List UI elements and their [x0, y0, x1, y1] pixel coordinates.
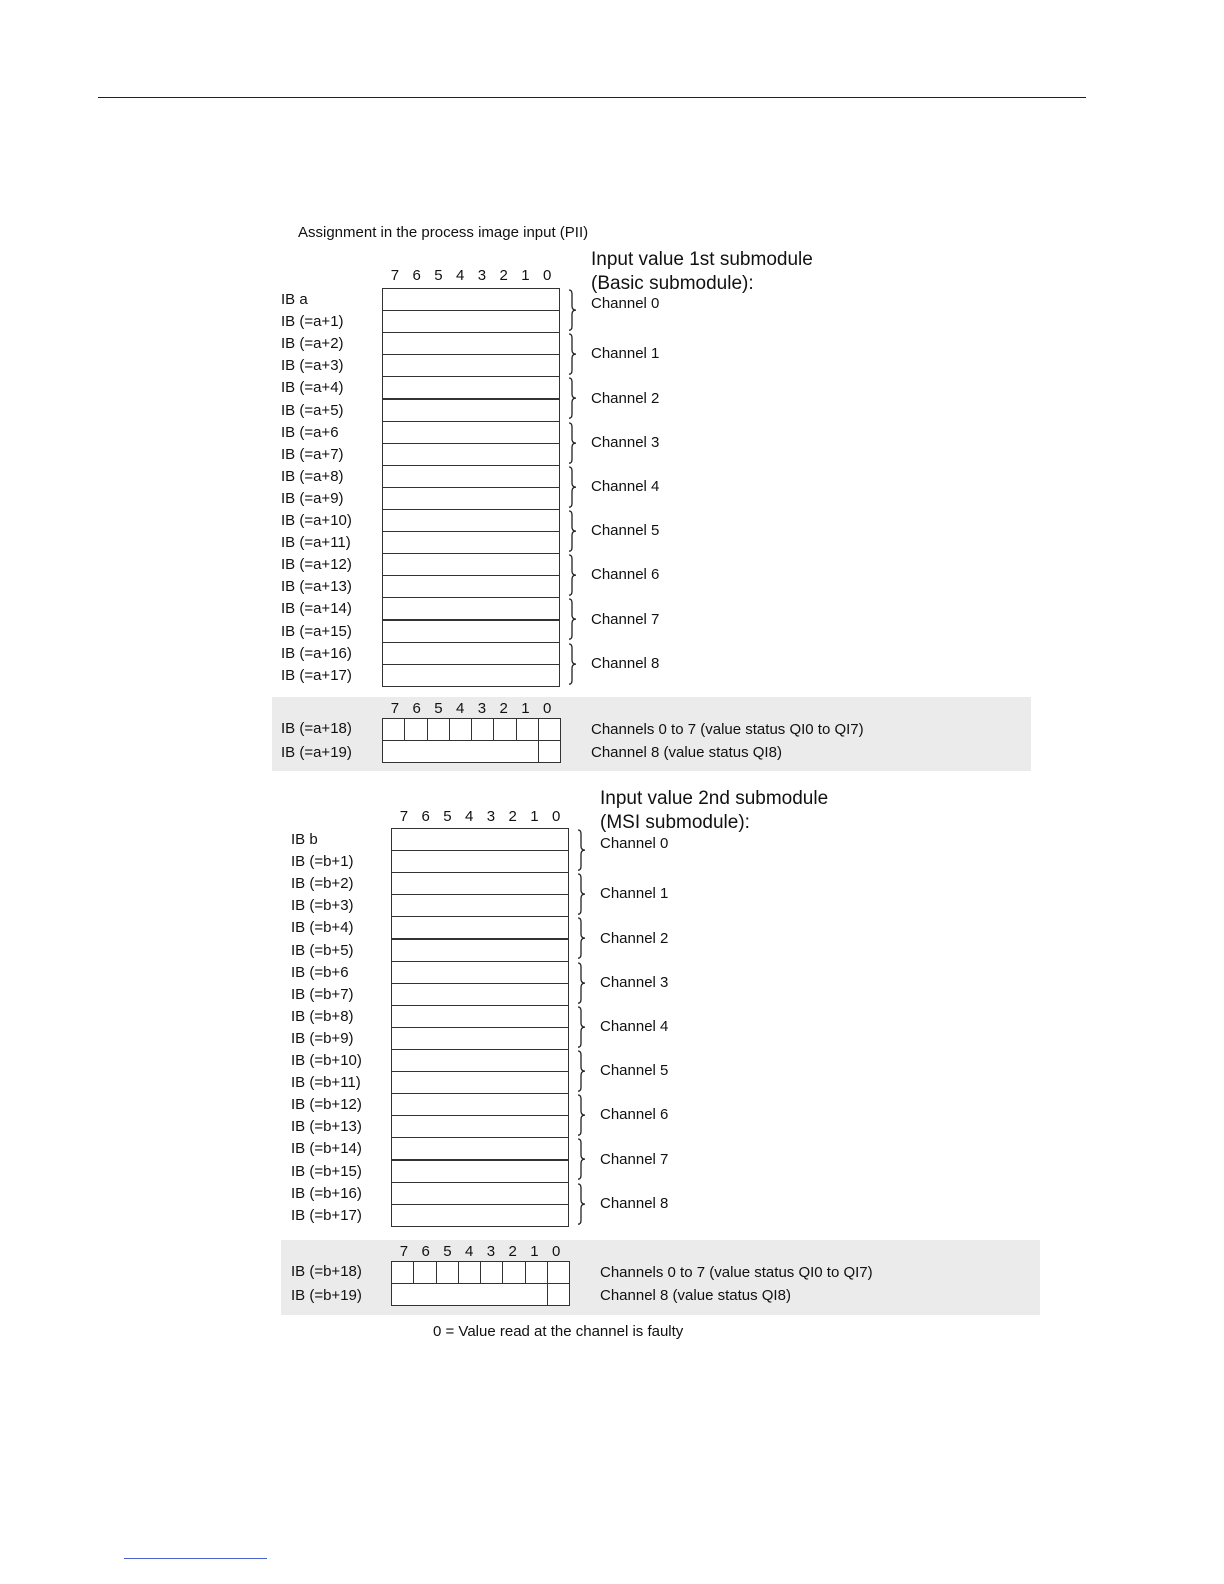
submodule2-status-bit-label: 0 — [551, 1243, 561, 1260]
submodule1-status-bit-cell — [471, 718, 494, 741]
submodule1-byte-box — [382, 531, 560, 554]
submodule2-status-bit-label: 2 — [508, 1243, 517, 1260]
submodule2-channel-label: Channel 5 — [600, 1062, 669, 1080]
submodule2-status-bit-label: 6 — [421, 1243, 430, 1260]
submodule1-row-label: IB (=a+6 — [281, 423, 339, 441]
submodule1-status-desc: Channel 8 (value status QI8) — [591, 744, 782, 761]
submodule2-byte-box — [391, 1027, 569, 1050]
submodule2-bit-label: 3 — [486, 808, 496, 825]
submodule2-byte-box — [391, 1071, 569, 1094]
submodule1-byte-box — [382, 465, 560, 488]
submodule1-channel-brace — [568, 553, 580, 597]
submodule1-status-bit-cell — [449, 718, 472, 741]
submodule2-status-row-label: IB (=b+18) — [291, 1263, 362, 1280]
submodule2-channel-label: Channel 6 — [600, 1106, 669, 1124]
submodule2-row-label: IB (=b+17) — [291, 1206, 362, 1224]
submodule2-status-bit-cell — [502, 1261, 525, 1284]
submodule1-row-label: IB (=a+12) — [281, 556, 352, 574]
submodule2-byte-box — [391, 850, 569, 873]
submodule2-row-label: IB (=b+1) — [291, 853, 354, 871]
submodule1-byte-box — [382, 575, 560, 598]
submodule1-byte-box — [382, 642, 560, 665]
submodule2-row-label: IB (=b+16) — [291, 1184, 362, 1202]
submodule1-status-row-label: IB (=a+18) — [281, 720, 352, 737]
submodule2-row-label: IB (=b+10) — [291, 1052, 362, 1069]
submodule2-channel-brace — [577, 1182, 589, 1226]
submodule1-row-label: IB (=a+7) — [281, 445, 344, 463]
submodule1-bit-label: 4 — [455, 267, 465, 284]
submodule1-status-bit-cell — [404, 718, 427, 741]
submodule1-row-label: IB (=a+16) — [281, 644, 352, 662]
submodule2-bit-label: 5 — [443, 808, 452, 825]
submodule2-channel-label: Channel 8 — [600, 1194, 669, 1212]
submodule2-bit-label: 1 — [530, 808, 539, 825]
submodule2-byte-box — [391, 939, 569, 962]
submodule2-byte-box — [391, 1005, 569, 1028]
header-rule — [98, 97, 1086, 98]
submodule1-row-label: IB a — [281, 291, 308, 308]
submodule1-channel-label: Channel 1 — [591, 345, 660, 363]
submodule1-bit-label: 7 — [390, 267, 400, 284]
submodule2-channel-brace — [577, 916, 589, 960]
submodule1-row-label: IB (=a+15) — [281, 622, 352, 640]
submodule1-row-label: IB (=a+17) — [281, 666, 352, 684]
submodule2-status-bit-cell — [547, 1261, 570, 1284]
submodule2-row-label: IB (=b+4) — [291, 919, 354, 937]
submodule1-status-bit-label: 1 — [521, 700, 530, 717]
submodule1-row-label: IB (=a+8) — [281, 467, 344, 485]
submodule1-channel-brace — [568, 332, 580, 376]
submodule2-bit-label: 7 — [399, 808, 409, 825]
submodule2-status-bit-cell — [391, 1261, 414, 1284]
submodule1-row-label: IB (=a+3) — [281, 357, 344, 375]
submodule2-channel-label: Channel 7 — [600, 1150, 669, 1168]
submodule1-byte-box — [382, 332, 560, 355]
submodule1-bit-label: 6 — [412, 267, 421, 284]
submodule2-bit-label: 4 — [464, 808, 474, 825]
submodule2-status-row-label: IB (=b+19) — [291, 1287, 362, 1304]
submodule1-status-bit-header — [384, 701, 558, 716]
submodule2-status-bit-cell — [436, 1261, 459, 1284]
footnote: 0 = Value read at the channel is faulty — [433, 1323, 684, 1340]
submodule1-row-label: IB (=a+14) — [281, 600, 352, 618]
submodule-1-subtitle: (Basic submodule): — [591, 273, 754, 294]
submodule2-status-bit-label: 3 — [486, 1243, 496, 1260]
submodule1-bit-header — [384, 268, 558, 283]
submodule1-byte-box — [382, 553, 560, 576]
submodule2-row-label: IB (=b+11) — [291, 1074, 361, 1092]
submodule1-row-label: IB (=a+11) — [281, 534, 351, 552]
submodule1-row-label: IB (=a+10) — [281, 512, 352, 529]
submodule2-bit-header — [393, 809, 567, 824]
submodule2-byte-box — [391, 1137, 569, 1160]
submodule1-status-bit-label: 2 — [499, 700, 508, 717]
submodule2-channel-brace — [577, 828, 589, 872]
submodule2-row-label: IB (=b+7) — [291, 985, 354, 1003]
submodule2-status-bit-cell — [547, 1283, 570, 1306]
submodule2-status-bit-cell — [458, 1261, 481, 1284]
submodule1-row-label: IB (=a+4) — [281, 379, 344, 397]
submodule1-byte-box — [382, 443, 560, 466]
submodule2-channel-brace — [577, 872, 589, 916]
submodule1-status-bit-cell — [493, 718, 516, 741]
submodule2-byte-box — [391, 1160, 569, 1183]
submodule2-channel-brace — [577, 1137, 589, 1181]
submodule1-row-label: IB (=a+2) — [281, 335, 344, 353]
submodule2-byte-box — [391, 872, 569, 895]
submodule1-byte-box — [382, 620, 560, 643]
submodule2-byte-box — [391, 916, 569, 939]
submodule2-byte-box — [391, 1115, 569, 1138]
submodule1-byte-box — [382, 664, 560, 687]
submodule2-row-label: IB (=b+2) — [291, 875, 354, 893]
submodule2-channel-brace — [577, 1049, 589, 1093]
submodule2-status-bit-cell — [525, 1261, 548, 1284]
submodule1-channel-brace — [568, 465, 580, 509]
submodule2-channel-label: Channel 4 — [600, 1017, 669, 1035]
submodule2-channel-label: Channel 2 — [600, 929, 669, 947]
submodule2-bit-label: 2 — [508, 808, 517, 825]
submodule2-row-label: IB (=b+13) — [291, 1118, 362, 1136]
submodule2-row-label: IB (=b+12) — [291, 1096, 362, 1114]
submodule2-row-label: IB (=b+6 — [291, 963, 349, 981]
submodule2-byte-box — [391, 894, 569, 917]
submodule1-channel-brace — [568, 597, 580, 641]
submodule1-row-label: IB (=a+1) — [281, 313, 344, 331]
submodule1-byte-box — [382, 399, 560, 422]
submodule2-byte-box — [391, 828, 569, 851]
submodule2-channel-brace — [577, 1005, 589, 1049]
submodule1-row-label: IB (=a+5) — [281, 401, 344, 419]
submodule2-bit-label: 0 — [551, 808, 561, 825]
submodule1-byte-box — [382, 487, 560, 510]
submodule1-bit-label: 1 — [521, 267, 530, 284]
submodule1-channel-label: Channel 8 — [591, 654, 660, 672]
submodule2-byte-box — [391, 1182, 569, 1205]
submodule1-status-bit-cell — [538, 740, 561, 763]
submodule2-status-bit-cell — [480, 1261, 503, 1284]
submodule1-channel-brace — [568, 509, 580, 553]
submodule1-channel-brace — [568, 642, 580, 686]
submodule1-byte-box — [382, 376, 560, 399]
submodule1-channel-label: Channel 5 — [591, 522, 660, 540]
submodule1-channel-brace — [568, 376, 580, 420]
submodule1-channel-brace — [568, 421, 580, 465]
submodule2-byte-box — [391, 1049, 569, 1072]
submodule1-bit-label: 0 — [542, 267, 552, 284]
submodule1-channel-brace — [568, 288, 580, 332]
submodule2-status-desc: Channel 8 (value status QI8) — [600, 1287, 791, 1304]
submodule2-status-bit-cell — [413, 1261, 436, 1284]
submodule-2-subtitle: (MSI submodule): — [600, 812, 750, 833]
submodule1-byte-box — [382, 310, 560, 333]
submodule1-byte-box — [382, 421, 560, 444]
submodule1-status-bit-cell — [382, 718, 405, 741]
submodule1-status-bit-label: 3 — [477, 700, 487, 717]
submodule1-status-bit-label: 4 — [455, 700, 465, 717]
submodule1-byte-box — [382, 597, 560, 620]
submodule2-status-bit-header — [393, 1244, 567, 1259]
submodule2-row-label: IB b — [291, 831, 318, 848]
submodule1-status-bit-label: 7 — [390, 700, 400, 717]
submodule2-status-desc: Channels 0 to 7 (value status QI0 to QI7) — [600, 1264, 873, 1281]
submodule1-channel-label: Channel 7 — [591, 610, 660, 628]
submodule2-byte-box — [391, 1204, 569, 1227]
submodule1-byte-box — [382, 288, 560, 311]
submodule2-channel-brace — [577, 1093, 589, 1137]
submodule2-row-label: IB (=b+8) — [291, 1007, 354, 1025]
submodule2-row-label: IB (=b+15) — [291, 1162, 362, 1180]
submodule2-channel-brace — [577, 961, 589, 1005]
submodule1-status-reserved-cell — [382, 740, 539, 763]
submodule1-status-bit-cell — [427, 718, 450, 741]
submodule2-row-label: IB (=b+3) — [291, 897, 354, 915]
submodule1-byte-box — [382, 354, 560, 377]
submodule2-bit-label: 6 — [421, 808, 430, 825]
submodule-1-title: Input value 1st submodule — [591, 249, 813, 270]
submodule2-status-bit-label: 5 — [443, 1243, 452, 1260]
submodule1-channel-label: Channel 0 — [591, 295, 660, 312]
submodule2-status-reserved-cell — [391, 1283, 548, 1306]
submodule1-channel-label: Channel 6 — [591, 566, 660, 584]
submodule1-status-bit-label: 6 — [412, 700, 421, 717]
footer-link-rule — [124, 1558, 267, 1559]
submodule1-row-label: IB (=a+9) — [281, 489, 344, 507]
submodule1-status-bit-cell — [516, 718, 539, 741]
submodule2-channel-label: Channel 3 — [600, 973, 669, 991]
submodule2-byte-box — [391, 1093, 569, 1116]
submodule1-bit-label: 3 — [477, 267, 487, 284]
submodule1-channel-label: Channel 4 — [591, 477, 660, 495]
submodule1-status-desc: Channels 0 to 7 (value status QI0 to QI7) — [591, 721, 864, 738]
submodule2-status-bit-label: 7 — [399, 1243, 409, 1260]
submodule2-channel-label: Channel 0 — [600, 835, 669, 852]
submodule2-status-bit-label: 4 — [464, 1243, 474, 1260]
submodule2-channel-label: Channel 1 — [600, 885, 669, 903]
submodule1-bit-label: 2 — [499, 267, 508, 284]
submodule1-bit-label: 5 — [434, 267, 443, 284]
submodule1-status-row-label: IB (=a+19) — [281, 744, 352, 761]
submodule-2-title: Input value 2nd submodule — [600, 788, 829, 809]
submodule1-status-bit-label: 0 — [542, 700, 552, 717]
submodule1-status-bit-cell — [538, 718, 561, 741]
submodule2-byte-box — [391, 983, 569, 1006]
submodule1-status-bit-label: 5 — [434, 700, 443, 717]
submodule2-byte-box — [391, 961, 569, 984]
submodule1-row-label: IB (=a+13) — [281, 578, 352, 596]
submodule2-row-label: IB (=b+14) — [291, 1140, 362, 1158]
submodule2-row-label: IB (=b+9) — [291, 1029, 354, 1047]
submodule2-status-bit-label: 1 — [530, 1243, 539, 1260]
submodule1-channel-label: Channel 2 — [591, 389, 660, 407]
submodule2-row-label: IB (=b+5) — [291, 941, 354, 959]
diagram-caption: Assignment in the process image input (PII) — [298, 224, 589, 241]
submodule1-channel-label: Channel 3 — [591, 433, 660, 451]
submodule1-byte-box — [382, 509, 560, 532]
